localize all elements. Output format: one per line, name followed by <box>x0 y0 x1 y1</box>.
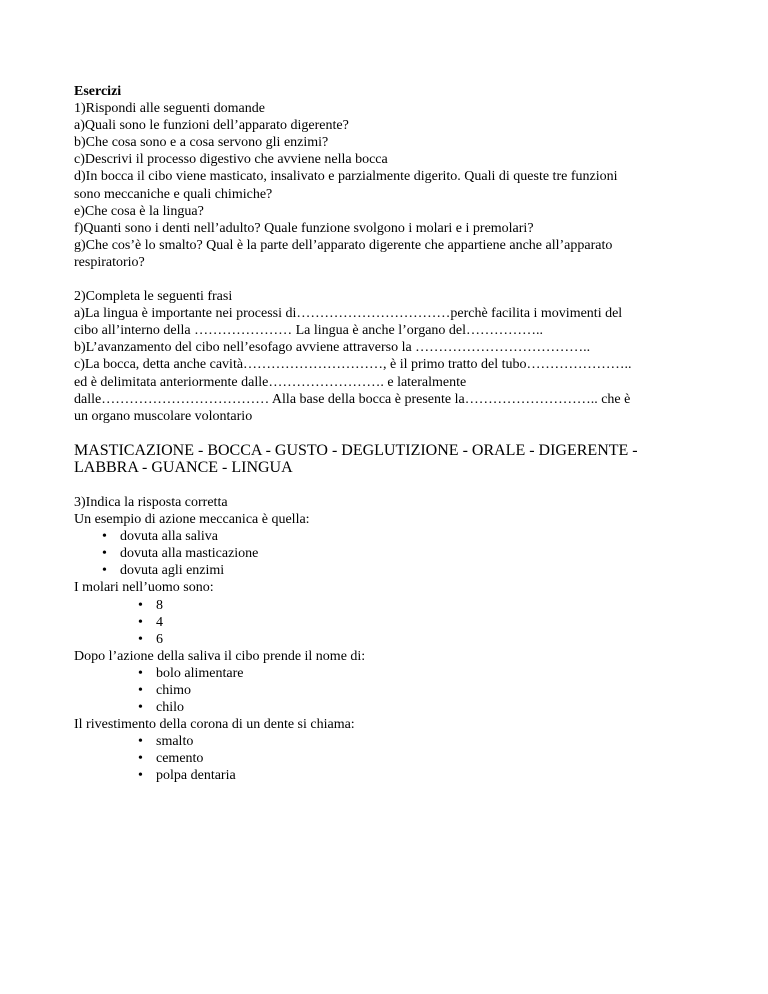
question-a: a)Quali sono le funzioni dell’apparato digerente? <box>74 118 349 134</box>
spacer <box>74 477 694 494</box>
option-label: 6 <box>156 631 163 647</box>
section-1-heading: 1)Rispondi alle seguenti domande <box>74 101 265 117</box>
question-b: b)Che cosa sono e a cosa servono gli enzimi? <box>74 135 329 151</box>
option-label: cemento <box>156 751 204 767</box>
question-g-line-2: respiratorio? <box>74 254 145 270</box>
mc-option <box>74 614 694 631</box>
section-3-heading: 3)Indica la risposta corretta <box>74 494 228 510</box>
spacer <box>74 271 694 288</box>
bullet-icon: • <box>138 631 143 647</box>
option-label: bolo alimentare <box>156 665 244 681</box>
bullet-icon: • <box>138 614 143 630</box>
bullet-icon: • <box>138 751 143 767</box>
bullet-icon: • <box>138 665 143 681</box>
bullet-icon: • <box>102 546 107 562</box>
mc-question-3: Dopo l’azione della saliva il cibo prende il nome di: <box>74 648 366 664</box>
option-label: dovuta alla saliva <box>120 529 218 545</box>
mc-option <box>74 699 694 716</box>
option-label: dovuta alla masticazione <box>120 546 259 562</box>
option-label: dovuta agli enzimi <box>120 563 225 579</box>
mc-option <box>74 597 694 614</box>
mc-option <box>74 665 694 682</box>
fill-in-line-5: ed è delimitata anteriormente dalle……………………. e lateralmente <box>74 374 467 390</box>
exercise-sheet <box>74 83 694 785</box>
fill-in-line-1: a)La lingua è importante nei processi di……………………………perchè facilita i movimenti del <box>74 306 623 322</box>
option-label: smalto <box>156 734 194 750</box>
bullet-icon: • <box>138 734 143 750</box>
bullet-icon: • <box>138 683 143 698</box>
question-f: f)Quanti sono i denti nell’adulto? Quale funzione svolgono i molari e i premolari? <box>74 220 534 236</box>
bullet-icon: • <box>138 768 143 784</box>
option-label: chilo <box>156 700 184 716</box>
mc-option <box>74 750 694 767</box>
page-title: Esercizi <box>74 84 122 99</box>
section-2-heading: 2)Completa le seguenti frasi <box>74 289 233 305</box>
fill-in-line-4: c)La bocca, detta anche cavità…………………………, è il primo tratto del tubo………………….. <box>74 357 632 373</box>
mc-option <box>74 562 694 579</box>
option-label: 4 <box>156 614 163 630</box>
mc-option <box>74 767 694 784</box>
question-c: c)Descrivi il processo digestivo che avviene nella bocca <box>74 152 388 168</box>
bullet-icon: • <box>102 529 107 545</box>
question-d-line-1: d)In bocca il cibo viene masticato, insalivato e parzialmente digerito. Quali di queste tre funzioni <box>74 169 618 185</box>
question-e: e)Che cosa è la lingua? <box>74 203 204 219</box>
bullet-icon: • <box>138 597 143 613</box>
option-label: polpa dentaria <box>156 768 236 784</box>
mc-option <box>74 682 694 699</box>
fill-in-line-3: b)L’avanzamento del cibo nell’esofago avviene attraverso la ……………………………….. <box>74 340 591 356</box>
word-bank: MASTICAZIONE - BOCCA - GUSTO - DEGLUTIZIONE - ORALE - DIGERENTE - LABBRA - GUANCE - LINGUA <box>74 441 638 477</box>
spacer <box>74 425 694 442</box>
option-label: 8 <box>156 597 163 613</box>
bullet-icon: • <box>138 700 143 716</box>
option-label: chimo <box>156 683 191 698</box>
mc-option <box>74 545 694 562</box>
fill-in-line-2: cibo all’interno della ………………… La lingua è anche l’organo del…………….. <box>74 323 544 339</box>
mc-option <box>74 528 694 545</box>
mc-option <box>74 733 694 750</box>
mc-question-4: Il rivestimento della corona di un dente si chiama: <box>74 717 355 733</box>
mc-option <box>74 631 694 648</box>
question-g-line-1: g)Che cos’è lo smalto? Qual è la parte dell’apparato digerente che appartiene anche all’apparato <box>74 237 613 253</box>
question-d-line-2: sono meccaniche e quali chimiche? <box>74 186 273 202</box>
mc-question-2: I molari nell’uomo sono: <box>74 580 214 596</box>
mc-question-1: Un esempio di azione meccanica è quella: <box>74 512 310 528</box>
bullet-icon: • <box>102 563 107 579</box>
fill-in-line-7: un organo muscolare volontario <box>74 408 253 424</box>
fill-in-line-6: dalle……………………………… Alla base della bocca è presente la……………………….. che è <box>74 391 631 407</box>
